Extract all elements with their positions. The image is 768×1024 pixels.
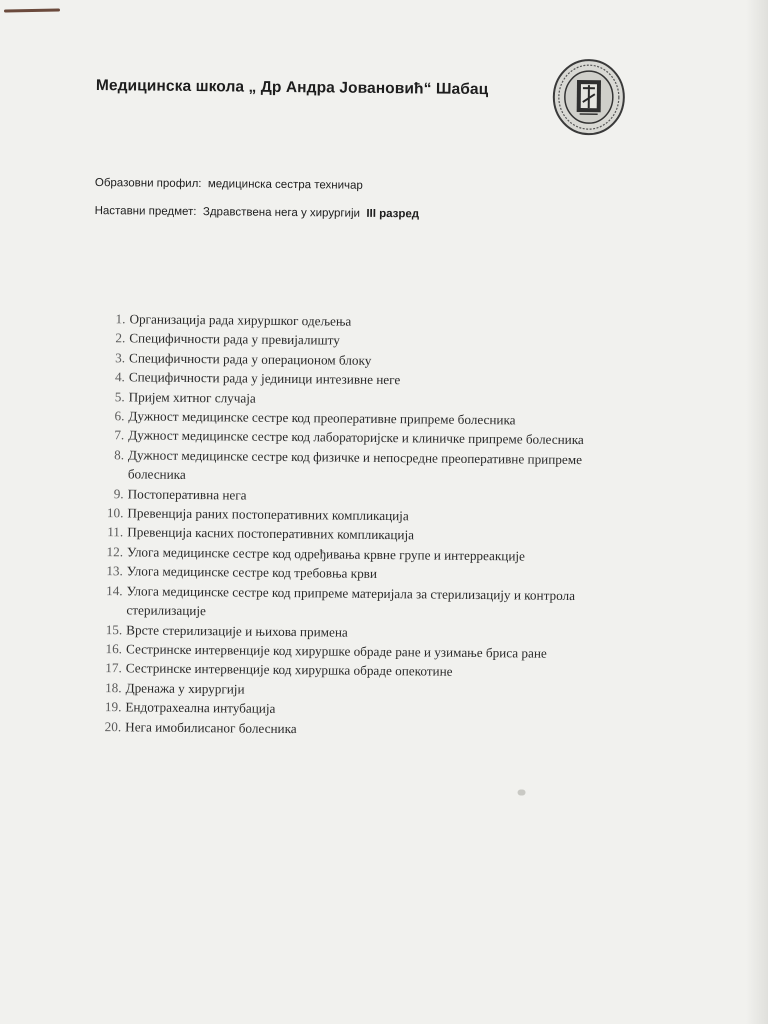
list-item-number: 5. bbox=[114, 388, 125, 404]
teaching-subject bbox=[95, 205, 420, 220]
list-item-number: 10. bbox=[106, 505, 124, 521]
list-item-number: 18. bbox=[105, 679, 122, 696]
list-item-number: 3. bbox=[115, 350, 126, 366]
list-item-number: 1. bbox=[115, 311, 126, 327]
list-item-number: 16. bbox=[105, 641, 123, 657]
list-item-text: Ендотрахеална интубација bbox=[125, 699, 276, 717]
list-item bbox=[100, 445, 640, 489]
list-item-text: Врсте стерилизације и њихова примена bbox=[126, 621, 348, 640]
list-item-number: 14. bbox=[106, 582, 123, 598]
list-item-text: Дужност медицинске сестре код лабораторијске и клиничке припреме болесника bbox=[128, 427, 584, 448]
list-item-text: Улога медицинске сестре код требовња крви bbox=[126, 563, 378, 582]
list-item-text: Улога медицинске сестре код припреме материјала за стерилизацију и контрола стерилизације bbox=[126, 583, 576, 619]
list-item-text: Дужност медицинске сестре код преоперативне припреме болесника bbox=[128, 408, 516, 428]
school-seal-logo bbox=[551, 58, 626, 137]
list-item-number: 6. bbox=[114, 408, 125, 424]
list-item-text: Постоперативна нега bbox=[127, 485, 247, 503]
list-item-number: 9. bbox=[113, 485, 124, 501]
education-profile-label: Образовни профил: bbox=[94, 176, 202, 191]
list-item-text: Специфичности рада у јединици интезивне неге bbox=[128, 369, 401, 388]
list-item bbox=[98, 581, 638, 625]
list-item-text: Пријем хитног случаја bbox=[128, 388, 256, 406]
list-item-text: Превенција касних постоперативних компликација bbox=[127, 524, 415, 543]
topics-list bbox=[97, 309, 641, 742]
list-item-number: 2. bbox=[115, 330, 126, 346]
list-item-number: 4. bbox=[114, 369, 125, 385]
teaching-subject-grade: III разред bbox=[366, 207, 420, 221]
list-item-text: Сестринске интервенције код хируршка обраде опекотине bbox=[125, 660, 453, 680]
list-item-text: Превенција раних постоперативних компликација bbox=[127, 505, 409, 524]
list-item-number: 20. bbox=[104, 718, 122, 734]
list-item-number: 12. bbox=[106, 543, 124, 560]
list-item-text: Нега имобилисаног болесника bbox=[125, 718, 297, 736]
scan-speck bbox=[518, 789, 526, 795]
list-item-text: Дренажа у хирургији bbox=[125, 680, 245, 697]
list-item-text: Улога медицинске сестре код одређивања крвне групе и интерреакције bbox=[126, 544, 526, 564]
list-item-number: 15. bbox=[105, 621, 123, 637]
list-item-text: Специфичности рада у превијалишту bbox=[129, 330, 340, 348]
list-item-number: 17. bbox=[105, 660, 122, 676]
teaching-subject-label: Наставни предмет: bbox=[94, 204, 197, 219]
education-profile-value: медицинска сестра техничар bbox=[207, 178, 363, 192]
list-item-number: 11. bbox=[107, 524, 124, 540]
education-profile bbox=[95, 177, 363, 192]
list-item-text: Организација рада хируршког одељења bbox=[129, 311, 352, 329]
school-name: Медицинска школа „ Др Андра Јовановић“ Шабац bbox=[95, 76, 489, 99]
list-item-number: 19. bbox=[104, 699, 122, 715]
teaching-subject-value: Здравствена нега у хирургији bbox=[202, 206, 361, 220]
list-item-text: Сестринске интервенције код хируршке обраде ране и узимање бриса ране bbox=[125, 641, 547, 661]
list-item-text: Специфичности рада у операционом блоку bbox=[128, 350, 372, 368]
list-item-number: 8. bbox=[114, 447, 125, 463]
list-item-number: 13. bbox=[106, 563, 123, 579]
list-item-text: Дужност медицинске сестре код физичке и непосредне преоперативне припреме болесника bbox=[127, 447, 583, 483]
list-item-number: 7. bbox=[114, 427, 125, 443]
